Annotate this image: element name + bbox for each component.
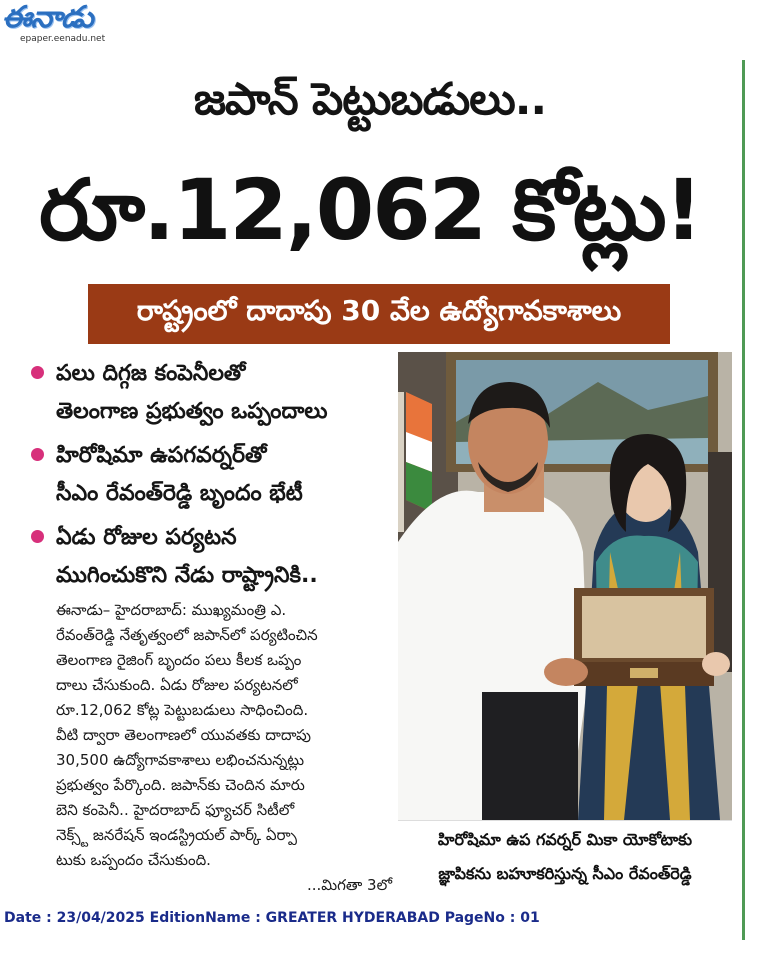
bullet-text: సీఎం రేవంత్‌రెడ్డి బృందం భేటీ — [56, 481, 303, 506]
bullet-text: ముగించుకొని నేడు రాష్ట్రానికి.. — [56, 563, 318, 588]
bullet-item — [28, 355, 400, 431]
photo-illustration — [398, 352, 732, 820]
article-line: రూ.12,062 కోట్ల పెట్టుబడులు సాధించింది. — [56, 701, 309, 719]
column-divider — [742, 60, 745, 940]
bullet-text: ఏడు రోజుల పర్యటన — [56, 525, 237, 550]
article-line: నెక్స్ట్ జనరేషన్ ఇండస్ట్రియల్ పార్క్ ఏర్పా — [56, 826, 297, 844]
headline-line-1: జపాన్ పెట్టుబడులు.. — [193, 74, 547, 125]
bullet-dot-icon — [31, 448, 44, 461]
bullet-list — [28, 355, 400, 601]
bullet-text: తెలంగాణ ప్రభుత్వం ఒప్పందాలు — [56, 399, 328, 424]
article-line: రేవంత్‌రెడ్డి నేతృత్వంలో జపాన్‌లో పర్యటించిన — [56, 626, 318, 644]
article-line: 30,500 ఉద్యోగావకాశాలు లభించనున్నట్లు — [56, 751, 305, 769]
article-line: ప్రభుత్వం పేర్కొంది. జపాన్‌కు చెందిన మారు — [56, 776, 305, 794]
subheading-banner: రాష్ట్రంలో దాదాపు 30 వేల ఉద్యోగావకాశాలు — [88, 284, 670, 344]
headline-line-2: రూ.12,062 కోట్లు! — [39, 161, 701, 259]
article-line: బెని కంపెనీ.. హైదరాబాద్ ఫ్యూచర్ సిటీలో — [56, 801, 295, 819]
logo-site-url: epaper.eenadu.net — [20, 34, 106, 44]
article-line: టుకు ఒప్పందం చేసుకుంది. — [56, 851, 211, 869]
article-line: వీటి ద్వారా తెలంగాణలో యువతకు దాదాపు — [56, 726, 311, 744]
eenadu-logo[interactable] — [2, 2, 122, 46]
article-body — [56, 598, 396, 898]
photo-caption — [398, 820, 732, 893]
caption-line: జ్ఞాపికను బహూకరిస్తున్న సీఎం రేవంత్‌రెడ్డి — [438, 864, 692, 883]
bullet-dot-icon — [31, 530, 44, 543]
bullet-text: హిరోషిమా ఉపగవర్నర్‌తో — [56, 443, 267, 468]
edition-info: Date : 23/04/2025 EditionName : GREATER HYDERABAD PageNo : 01 — [4, 910, 540, 926]
bullet-text: పలు దిగ్గజ కంపెనీలతో — [56, 361, 246, 386]
caption-line: హిరోషిమా ఉప గవర్నర్ మికా యోకోటాకు — [437, 830, 693, 849]
bullet-item — [28, 519, 400, 595]
article-line: ఈనాడు– హైదరాబాద్: ముఖ్యమంత్రి ఎ. — [56, 601, 287, 619]
logo-wordmark: ఈనాడు — [2, 0, 93, 35]
article-line: దాలు చేసుకుంది. ఏడు రోజుల పర్యటనలో — [56, 676, 298, 694]
article-line: తెలంగాణ రైజింగ్ బృందం పలు కీలక ఒప్పం — [56, 651, 302, 669]
continued-on-page-link[interactable]: ...మిగతా 3లో — [306, 876, 392, 894]
bullet-dot-icon — [31, 366, 44, 379]
news-photo — [398, 352, 732, 820]
bullet-item — [28, 437, 400, 513]
